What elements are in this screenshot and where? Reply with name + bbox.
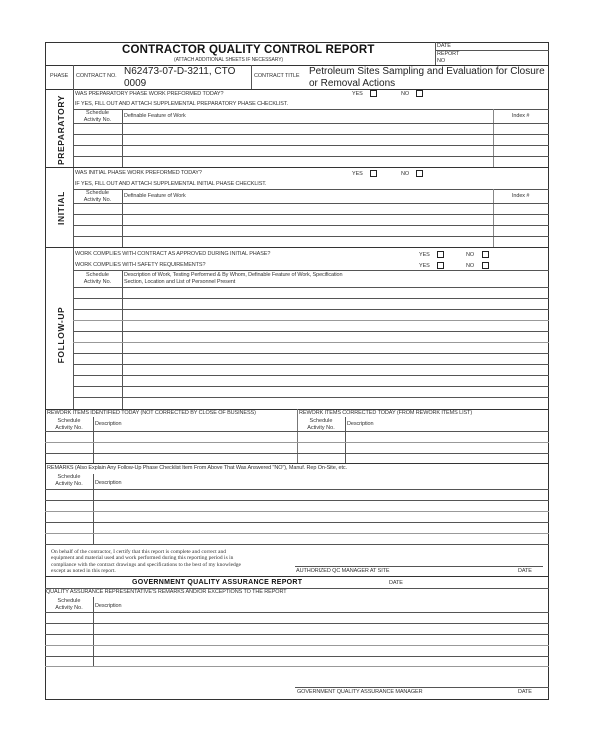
divider	[122, 109, 123, 167]
table-row[interactable]	[73, 287, 549, 288]
phase-label: PHASE	[50, 73, 69, 79]
no-label: NO	[466, 263, 475, 269]
remarks-title: REMARKS (Also Explain Any Follow-Up Phase Checklist Item From Above That Was Answered "NO"), Manuf. Rep On-Site, etc.	[47, 465, 348, 471]
table-row[interactable]	[73, 134, 549, 135]
schedule-header: Schedule Activity No.	[55, 418, 83, 431]
table-row[interactable]	[73, 331, 549, 332]
schedule-header: Schedule Activity No.	[83, 272, 112, 285]
qc-date-label: DATE	[518, 568, 532, 574]
schedule-header: Schedule Activity No.	[83, 110, 112, 123]
table-row[interactable]	[45, 645, 549, 646]
description-header: Description of Work, Testing Performed & By Whom, Definable Feature of Work, Specification Section, Location and List of Personnel Present	[124, 272, 343, 285]
divider	[493, 109, 494, 167]
description-header: Description	[347, 421, 374, 427]
table-row[interactable]	[45, 522, 549, 523]
table-row[interactable]	[73, 320, 549, 321]
description-header: Description	[95, 603, 122, 609]
description-header: Description	[95, 421, 122, 427]
contract-title-value[interactable]: Petroleum Sites Sampling and Evaluation for Closure or Removal Actions	[309, 66, 545, 89]
contract-compliance-no-checkbox[interactable]	[482, 251, 489, 258]
table-row[interactable]	[73, 309, 549, 310]
table-row[interactable]	[73, 145, 549, 146]
gqa-date-label: DATE	[518, 689, 532, 695]
report-no-field[interactable]	[460, 51, 546, 64]
yes-label: YES	[419, 263, 430, 269]
followup-label: FOLLOW-UP	[56, 306, 66, 364]
divider	[45, 463, 549, 464]
table-row[interactable]	[73, 123, 549, 124]
table-row[interactable]	[45, 634, 549, 635]
divider	[251, 65, 252, 89]
report-title: CONTRACTOR QUALITY CONTROL REPORT	[122, 44, 375, 56]
no-label: NO	[401, 171, 410, 177]
initial-label: INITIAL	[56, 191, 66, 225]
divider	[73, 270, 549, 271]
date-field[interactable]	[460, 43, 546, 50]
preparatory-yes-checkbox[interactable]	[370, 90, 377, 97]
contract-compliance-yes-checkbox[interactable]	[437, 251, 444, 258]
description-header: Description	[95, 480, 122, 486]
gqa-manager-label: GOVERNMENT QUALITY ASSURANCE MANAGER	[297, 689, 423, 695]
safety-compliance-yes-checkbox[interactable]	[437, 262, 444, 269]
schedule-header: Schedule Activity No.	[307, 418, 335, 431]
yes-label: YES	[419, 252, 430, 258]
divider	[45, 167, 549, 168]
divider	[45, 576, 549, 577]
index-header: Index #	[512, 193, 530, 199]
table-row[interactable]	[73, 236, 549, 237]
safety-compliance-no-checkbox[interactable]	[482, 262, 489, 269]
divider	[73, 189, 549, 190]
table-row[interactable]	[45, 656, 549, 657]
date-label: DATE	[437, 43, 451, 49]
table-row[interactable]	[45, 442, 549, 443]
divider	[73, 109, 549, 110]
table-row[interactable]	[73, 364, 549, 365]
contract-no-label: CONTRACT NO.	[76, 73, 117, 79]
table-row[interactable]	[73, 214, 549, 215]
index-header: Index #	[512, 113, 530, 119]
divider	[45, 544, 549, 545]
report-form	[45, 42, 549, 700]
certification-text: On behalf of the contractor, I certify that this report is complete and correct and equipment and material used and work performed during this reporting period is in compliance with the contract drawings and specifications to the best of my knowledge except as noted in this report.	[51, 549, 241, 574]
table-row[interactable]	[73, 342, 549, 343]
gqa-signature-line[interactable]	[295, 687, 549, 688]
divider	[345, 417, 346, 463]
preparatory-question: WAS PREPARATORY PHASE WORK PREFORMED TODAY?	[75, 91, 224, 97]
followup-question-2: WORK COMPLIES WITH SAFETY REQUIREMENTS?	[75, 262, 206, 268]
divider	[435, 42, 436, 65]
rework-identified-title: REWORK ITEMS IDENTIFIED TODAY (NOT CORRECTED BY CLOSE OF BUSINESS)	[47, 410, 256, 416]
table-row[interactable]	[45, 431, 549, 432]
schedule-header: Schedule Activity No.	[55, 474, 83, 487]
no-label: NO	[466, 252, 475, 258]
schedule-header: Schedule Activity No.	[83, 190, 112, 203]
yes-label: YES	[352, 171, 363, 177]
preparatory-instruction: IF YES, FILL OUT AND ATTACH SUPPLEMENTAL PREPARATORY PHASE CHECKLIST.	[75, 101, 288, 107]
table-row[interactable]	[45, 612, 549, 613]
table-row[interactable]	[45, 453, 549, 454]
report-subtitle: (ATTACH ADDITIONAL SHEETS IF NECESSARY)	[174, 57, 283, 63]
table-row[interactable]	[73, 225, 549, 226]
divider	[45, 247, 549, 248]
government-qa-title: GOVERNMENT QUALITY ASSURANCE REPORT	[132, 579, 303, 586]
government-date-label: DATE	[389, 580, 403, 586]
qa-remarks-title: QUALITY ASSURANCE REPRESENTATIVE'S REMARKS AND/OR EXCEPTIONS TO THE REPORT	[46, 589, 287, 595]
table-row[interactable]	[73, 156, 549, 157]
initial-instruction: IF YES, FILL OUT AND ATTACH SUPPLEMENTAL INITIAL PHASE CHECKLIST.	[75, 181, 267, 187]
schedule-header: Schedule Activity No.	[55, 598, 83, 611]
divider	[45, 666, 549, 667]
initial-question: WAS INITIAL PHASE WORK PREFORMED TODAY?	[75, 170, 202, 176]
divider	[493, 189, 494, 247]
qc-manager-label: AUTHORIZED QC MANAGER AT SITE	[296, 568, 390, 574]
table-row[interactable]	[45, 489, 549, 490]
table-row[interactable]	[73, 298, 549, 299]
table-row[interactable]	[45, 623, 549, 624]
table-row[interactable]	[73, 353, 549, 354]
contract-title-label: CONTRACT TITLE	[254, 73, 300, 79]
preparatory-label: PREPARATORY	[56, 94, 66, 166]
divider	[93, 417, 94, 463]
initial-no-checkbox[interactable]	[416, 170, 423, 177]
table-row[interactable]	[73, 397, 549, 398]
divider	[122, 189, 123, 247]
divider	[45, 89, 549, 90]
feature-header: Definable Feature of Work	[124, 193, 186, 199]
table-row[interactable]	[73, 203, 549, 204]
table-row[interactable]	[45, 511, 549, 512]
table-row[interactable]	[73, 386, 549, 387]
divider	[73, 65, 74, 89]
feature-header: Definable Feature of Work	[124, 113, 186, 119]
table-row[interactable]	[45, 500, 549, 501]
divider	[73, 89, 74, 410]
preparatory-no-checkbox[interactable]	[416, 90, 423, 97]
followup-question-1: WORK COMPLIES WITH CONTRACT AS APPROVED DURING INITIAL PHASE?	[75, 251, 271, 257]
qc-signature-line[interactable]	[295, 566, 543, 567]
report-no-label: REPORT	[437, 51, 460, 57]
rework-corrected-title: REWORK ITEMS CORRECTED TODAY (FROM REWORK ITEMS LIST)	[299, 410, 473, 416]
yes-label: YES	[352, 91, 363, 97]
contract-no-value[interactable]: N62473-07-D-3211, CTO 0009	[124, 66, 236, 89]
table-row[interactable]	[73, 375, 549, 376]
divider	[122, 270, 123, 410]
initial-yes-checkbox[interactable]	[370, 170, 377, 177]
report-no-label-2: NO	[437, 58, 446, 64]
table-row[interactable]	[45, 533, 549, 534]
no-label: NO	[401, 91, 410, 97]
